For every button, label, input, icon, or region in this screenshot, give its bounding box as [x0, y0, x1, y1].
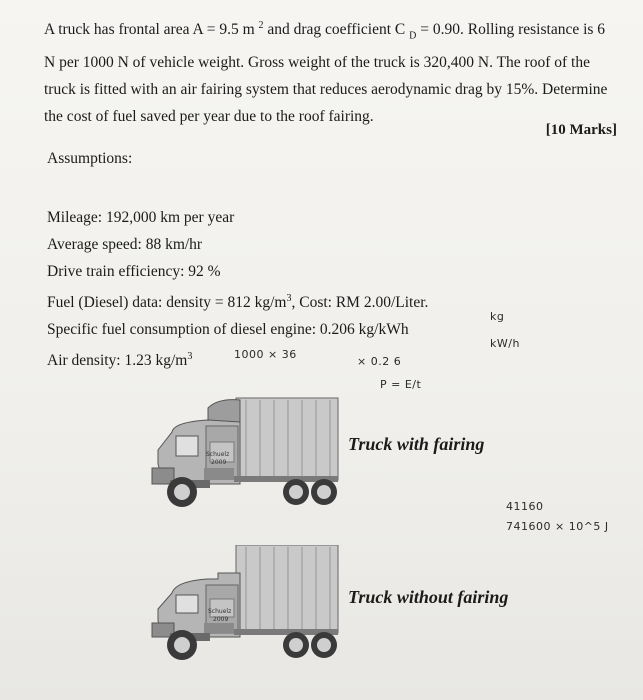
handwritten-note: kW/h — [490, 337, 520, 350]
caption-truck-with-fairing: Truck with fairing — [348, 434, 485, 454]
list-item: Specific fuel consumption of diesel engine: 0.206 kg/kWh — [47, 321, 409, 339]
handwritten-note: kg — [490, 310, 505, 323]
truck-door-label: Schuelz — [208, 608, 232, 615]
truck-door-label: Schuelz — [206, 451, 230, 458]
caption-truck-without-fairing: Truck without fairing — [348, 587, 509, 607]
handwritten-note: 41160 — [506, 500, 544, 513]
list-item: Mileage: 192,000 km per year — [47, 209, 235, 226]
handwritten-note: P = E/t — [380, 378, 422, 391]
problem-statement: A truck has frontal area A = 9.5 m $^2$ and drag coefficient C $_D$ = 0.90. Rolling resistance is 6 N per 1000 N of vehicle weight. Gross weight of the truck is 320,400 N. The roof of the truck is fitted with an air fairing system that reduces aerodynamic drag by 15%. Determine the cost of fuel saved per year due to the roof fairing. — [44, 20, 608, 126]
marks-label: [10 Marks] — [545, 122, 617, 138]
truck-door-year: 2009 — [213, 616, 229, 623]
list-item: Fuel (Diesel) data: density = 812 $kg/m^3$, Cost: RM 2.00/Liter. — [47, 293, 429, 312]
handwritten-note: × 0.2 6 — [357, 355, 402, 368]
truck-door-year: 2009 — [211, 459, 227, 466]
handwritten-note: 741600 × 10^5 J — [506, 520, 609, 533]
assumptions-heading: Assumptions: — [47, 150, 133, 167]
truck-without-fairing-illustration — [148, 545, 343, 665]
list-item: Average speed: 88 km/hr — [47, 236, 203, 253]
list-item: Air density: 1.23 $kg/m^3$ — [47, 351, 193, 370]
truck-with-fairing-illustration — [148, 392, 343, 512]
list-item: Drive train efficiency: 92 % — [47, 263, 221, 280]
handwritten-note: 1000 × 36 — [234, 348, 297, 361]
